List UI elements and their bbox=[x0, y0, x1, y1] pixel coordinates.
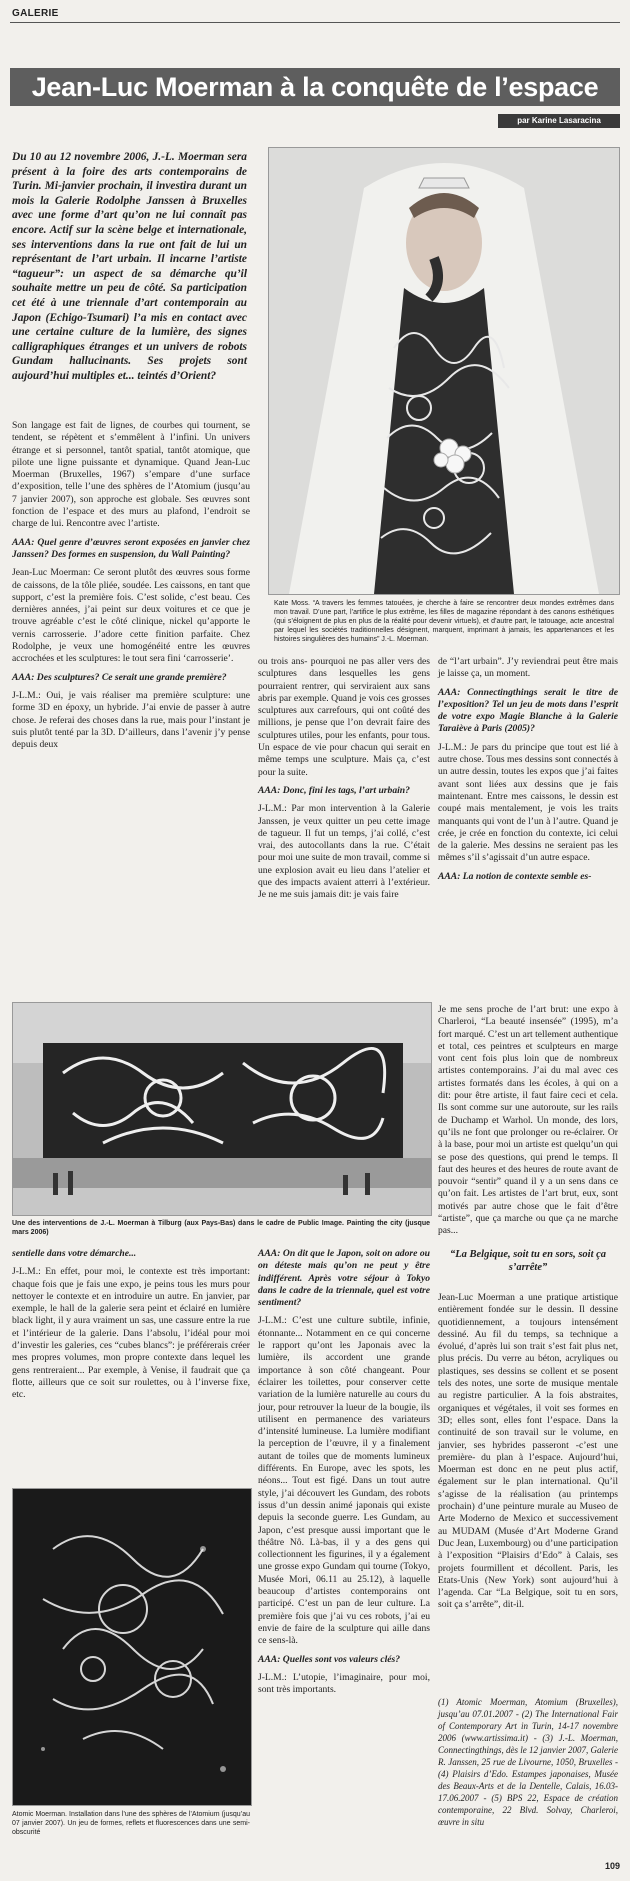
paragraph: Jean-Luc Moerman a une pratique artistique entièrement fondée sur le dessin. Il dessine quotidiennement, a toujours intensément dessiné. Au fil du temps, sa technique a évolué, d’après lui son trait s’est fait plus net, plus précis. Du verre au béton, acryliques ou plastiques, ses dessins se collent et se posent tels des notes, une sorte de musique mentale au registre particulier. A la fois abstraites, organiques et végétales, il voit ses formes en 3D; elles sont, elles font l’espace. Dans la continuité de son travail sur le volume, en janvier, ses hybrides passeront -c’est une première- du plan à l’espace. Aujourd’hui, Moerman est donc en ne peut plus actif, également sur le plan international. Qu’il s’agisse de la réalisation (au printemps prochain) d’une peinture murale au Museo de Arte Moderno de Mexico et successivement au MUDAM (Musée d’Art Moderne Grand Duc Jean, Luxembourg) ou d’une participation à l’exposition “Plaisirs d’Edo” à Calais, ses projets fourmillent et décollent. Paris, les Etats-Unis (New York) sont aujourd’hui à l’agenda. Car “La Belgique, soit tu en sors, soit ça s’arrête”, dit-il. bbox=[438, 1292, 618, 1611]
column-3-bottom bbox=[438, 1292, 618, 1618]
byline: par Karine Lasaracina bbox=[498, 114, 620, 128]
photo-tilburg bbox=[12, 1002, 432, 1216]
question: AAA: Connectingthings serait le titre de l’exposition? Tel un jeu de mots dans l’esprit de votre expo Magie Blanche à la Galerie Taraiève à Paris (2005)? bbox=[438, 686, 618, 735]
installation-image bbox=[13, 1489, 251, 1805]
column-2-bottom bbox=[258, 1248, 430, 1702]
caption-atomium: Atomic Moerman. Installation dans l’une des sphères de l’Atomium (jusqu’au 07 janvier 2007). Un jeu de formes, reflets et fluorescences dans une semi-obscurité bbox=[12, 1811, 250, 1836]
page-number: 109 bbox=[604, 1861, 620, 1871]
paragraph: J-L.M.: En effet, pour moi, le contexte est très important: chaque fois que je fais une expo, je peins tous les murs pour nettoyer le contexte et en introduire un autre. En janvier, par exemple, le hall de la galerie sera peint et éclairé en lumière black light, il y aura vraiment un sas, une cassure entre la rue et l’intérieur de la galerie. Dans l’absolu, l’idéal pour moi d’investir les galeries, ces “cubes blancs”: je préférerais créer mes propres volumes, mon propre contexte dans lequel les gens rentreraient... Par exemple, à Venise, il faudrait que ça flotte, ailleurs que ce soit sur roulettes, ou à l’inverse fixe, etc. bbox=[12, 1266, 250, 1401]
question: AAA: Donc, fini les tags, l’art urbain? bbox=[258, 784, 410, 796]
column-1-top bbox=[12, 420, 250, 757]
paragraph: Je me sens proche de l’art brut: une expo à Charleroi, “La beauté insensée” (1995), m’a fort marqué. C’est un art tellement authentique et total, ces peintres et sculpteurs en marge vont cent fois plus loin que de nombreux artistes contemporains. J’ai du mal avec ces artistes formatés dans les écoles, à qui on a dit: pour être artiste, il faut faire ceci et cela. Ils sont comme sur une autoroute, sur les rails de Duchamp et Warhol. Un monde, des lors, qu’ils ne font que prolonger ou re-éclairer. Or à la base, pour moi un artiste est quelqu’un qui se pose des questions, qui prend le temps. Il faut des heures et des heures de route avant de pouvoir “sentir” quand il y a un sens dans ce qu’on fait. Les artistes de l’art brut, eux, sont motivés par autre chose que le fait d’être “artiste”, que ça marche ou que ça ne marche pas... bbox=[438, 1004, 618, 1237]
paragraph: Son langage est fait de lignes, de courbes qui tournent, se tendent, se répètent et s’emmêlent à l’infini. Un univers étrange et si personnel, tantôt spatial, tantôt atomique, que pilote une ligne puissante et dynamique. Quand Jean-Luc Moerman (Bruxelles, 1967) s’empare d’une surface d’exposition, telle l’une des sphères de l’Atomium (jusqu’au 7 janvier 2007), son approche est globale. Ses œuvres sont fonction de l’espace et des murs au plafond, l’endroit se charge de lui. Rencontre avec l’artiste. bbox=[12, 420, 250, 530]
question: sentielle dans votre démarche... bbox=[12, 1248, 137, 1259]
caption-tilburg: Une des interventions de J.-L. Moerman à Tilburg (aux Pays-Bas) dans le cadre de Public Image. Painting the city (jusque mars 2006) bbox=[12, 1220, 430, 1236]
building-image bbox=[13, 1003, 431, 1215]
caption-kate-moss: Kate Moss. “A travers les femmes tatouées, je cherche à faire se rencontrer deux mondes extrêmes dans mon travail. D’une part, l’artifice le plus extrême, les filles de magazine répondant à des canons esthétiques (qui s’éloignent de plus en plus de la réalité pour devenir virtuels), et d’autre part, le tatouage, acte ancestral par lequel les sociétés traditionnelles désignent, marquent, imprimant à jamais, les appartenances et les histoires singulières des humains” J.-L. Moerman. bbox=[274, 600, 614, 643]
column-3-top bbox=[438, 656, 618, 889]
footnotes: (1) Atomic Moerman, Atomium (Bruxelles), jusqu’au 07.01.2007 - (2) The International Fair of Contemporary Art in Turin, 14-17 novembre 2006 (www.artissima.it) - (3) J.-L. Moerman, Connectingthings, dès le 12 janvier 2007, Galerie R. Janssen, 25 rue de Livourne, 1050, Bruxelles - (4) Plaisirs d’Edo. Estampes japonaises, Musée des Beaux-Arts et de la Dentelle, Calais, 16.03-17.06.2007 - (5) BPS 22, Espace de création contemporaine, 22 Blvd. Solvay, Charleroi, œuvre in situ bbox=[438, 1697, 618, 1827]
portrait-image bbox=[269, 148, 619, 594]
paragraph: J-L.M.: L’utopie, l’imaginaire, pour moi, sont très importants. bbox=[258, 1671, 430, 1696]
paragraph: J-L.M.: C’est une culture subtile, infinie, étonnante... Notamment en ce qui concerne le rapport qu’ont les Japonais avec la lumière, ils accordent une grande importance à son côté changeant. Pour éclairer les toilettes, pour conserver cette variation de la lumière naturelle au cours du jour, pour retrouver la lueur de la bougie, ils utilisent en permanence des variateurs d’intensité lumineuse. La lumière modifiant la perception de l’œuvre, il y a finalement autant de toiles que de moments lumineux différents. En Europe, avec les spots, les néons... Tout est figé. Dans un tout autre style, j’ai découvert les Gundam, des robots issus d’un dessin animé japonais qui existe depuis la seconde guerre. Les Gundam, au Japon, c’est presque aussi important que le théâtre Nô. Là-bas, il y a des gens qui collectionnent les figurines, il y a également une grosse expo Gundam qui tourne (Tokyo, Musée Mori, 06.11 au 25.12), à laquelle beaucoup d’artistes contemporains ont participé. C’est un pan de leur culture. La première fois que j’ai vu ces robots, j’ai eu envie de faire de la sculpture qui aille dans ce sens-là. bbox=[258, 1315, 430, 1647]
column-1-bottom bbox=[12, 1248, 250, 1408]
photo-atomium bbox=[12, 1488, 252, 1806]
column-3-middle bbox=[438, 1004, 618, 1244]
question: AAA: On dit que le Japon, soit on adore ou on déteste mais qu’on ne peut y être indifférent. Après votre séjour à Tokyo dans le cadre de la triennale, quel est votre sentiment? bbox=[258, 1248, 430, 1309]
question: AAA: La notion de contexte semble es- bbox=[438, 870, 592, 882]
paragraph: ou trois ans- pourquoi ne pas aller vers des sculptures dans lesquelles les gens pourraient rentrer, qui serviraient aux sans abris par exemple. Quand je vois ces grosses sculptures aux carrefours, qui ont coûté des millions, je pense que l’on devrait faire des sculptures utiles, pour les enfants, pour tous. Un espace de vie pour chacun qui serait en même temps une sculpture. Mais ça, c’est pour la suite. bbox=[258, 656, 430, 778]
paragraph: J-L.M.: Oui, je vais réaliser ma première sculpture: une forme 3D en époxy, un hybride. J’ai envie de passer à autre chose. Je referai des choses dans la rue, mais pour l’instant je suis plutôt tenté par la 3D. D’ailleurs, dans l’avenir j’y pense depuis deux bbox=[12, 689, 250, 751]
section-label: GALERIE bbox=[12, 8, 59, 19]
question: AAA: Des sculptures? Ce serait une grande première? bbox=[12, 671, 227, 683]
photo-kate-moss bbox=[268, 147, 620, 595]
article-title: Jean-Luc Moerman à la conquête de l’espace bbox=[31, 72, 599, 102]
pull-quote: “La Belgique, soit tu en sors, soit ça s’arrête” bbox=[449, 1249, 607, 1273]
top-rule bbox=[10, 22, 620, 23]
question: AAA: Quelles sont vos valeurs clés? bbox=[258, 1653, 401, 1665]
paragraph: J-L.M.: Je pars du principe que tout est lié à autre chose. Tous mes dessins sont connectés à un autre dessin, toutes les expos que j’ai faites avant sont liées aux dessins que je fais maintenant. Entre mes caissons, le dessin est coupé mais mentalement, je vois les traits manquants qui vont de l’un à l’autre. Quand je crée, je crée en fonction du contexte, ici celui de la galerie. Mes dessins ne seraient pas les mêmes s’il s’agissait d’un autre espace. bbox=[438, 741, 618, 864]
column-2-top bbox=[258, 656, 430, 908]
paragraph: Jean-Luc Moerman: Ce seront plutôt des œuvres sous forme de caissons, de la tôle pliée, soudée. Les caissons, en tant que support, c’est la première fois. C’est solide, c’est beau. Ces dernières années, j’ai peint sur deux voitures et ce que je trouve agréable c’est le côté clinique, nickel qu’apporte le vernis carrosserie. J’adore cette finition parfaite. Chez Rodolphe, je veux une homogénéité entre les œuvres accrochées et les sculptures: le tout sera fini ‘carrosserie’. bbox=[12, 567, 250, 665]
paragraph: J-L.M.: Par mon intervention à la Galerie Janssen, je veux quitter un peu cette image de tagueur. Il fut un temps, j’ai collé, c’est vrai, des autocollants dans la rue. C’était pour moi une suite de mon travail, comme si une explosion avait eu lieu dans l’atelier et que des impacts avaient atterri à l’extérieur. Je ne me suis jamais dit: je vais faire bbox=[258, 803, 430, 901]
paragraph: de “l’art urbain”. J’y reviendrai peut être mais je laisse ça, un moment. bbox=[438, 656, 618, 680]
question: AAA: Quel genre d’œuvres seront exposées en janvier chez Janssen? Des formes en suspension, du Wall Painting? bbox=[12, 536, 250, 560]
lede-paragraph: Du 10 au 12 novembre 2006, J.-L. Moerman sera présent à la foire des arts contemporains de Turin. Mi-janvier prochain, il investira durant un mois la Galerie Rodolphe Janssen à Bruxelles avec une forme d’art qu’on ne lui connaît pas encore. Actif sur la scène belge et internationale, ses interventions dans la rue ont fait de lui un représentant de l’art urbain. Il incarne l’artiste “tagueur”: un aspect de sa démarche qu’il souhaite mettre un peu de côté. Sa participation cet été à une triennale d’art contemporain au Japon (Echigo-Tsumari) l’a mis en contact avec une certaine culture de la lumière, des signes calligraphiques étranges et un univers de robots Gundam hallucinants. Ses projets sont aujourd’hui multiples et... teintés d’Orient? bbox=[12, 151, 247, 382]
